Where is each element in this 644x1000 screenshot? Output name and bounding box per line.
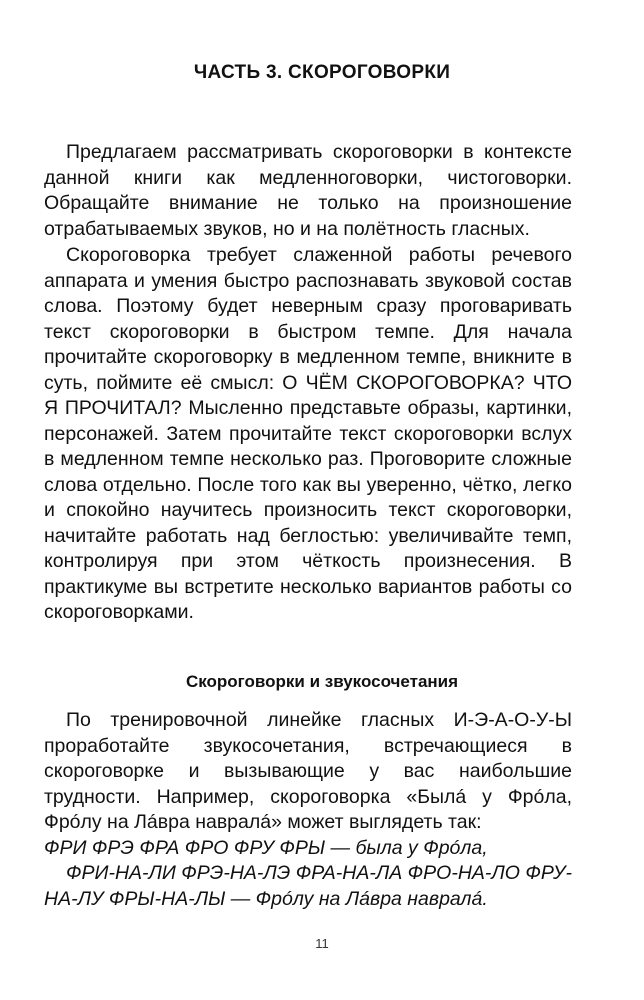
section-title: Скороговорки и звукосочетания: [185, 672, 459, 691]
exercise-text: [44, 708, 572, 912]
exercise-paragraph: По тренировочной линейке гласных И-Э-А-О-У-Ы проработайте звукосочетания, встречающиеся в скороговорке и вызывающие у вас наибольшие трудности. Например, скороговорка «Былá у Фрóла, Фрóлу на Лáвра навралá» может выглядеть так:: [44, 709, 572, 833]
part-title: ЧАСТЬ 3. СКОРОГОВОРКИ: [193, 62, 451, 83]
example-line-2: ФРИ-НА-ЛИ ФРЭ-НА-ЛЭ ФРА-НА-ЛА ФРО-НА-ЛО ФРУ-НА-ЛУ ФРЫ-НА-ЛЫ — Фрóлу на Лáвра навралá.: [44, 862, 572, 910]
page-number: 11: [315, 936, 329, 951]
intro-paragraph-1: Предлагаем рассматривать скороговорки в контексте данной книги как медленноговорки, чистоговорки. Обращайте внимание не только на произношение отрабатываемых звуков, но и на полётность гласных.: [44, 141, 572, 240]
intro-paragraph-2: Скороговорка требует слаженной работы речевого аппарата и умения быстро распознавать звуковой состав слова. Поэтому будет неверным сразу проговаривать текст скороговорки в быстром темпе. Для начала прочитайте скороговорку в медленном темпе, вникните в суть, поймите её смысл: О ЧЁМ СКОРОГОВОРКА? ЧТО Я ПРОЧИТАЛ? Мысленно представьте образы, картинки, персонажей. Затем прочитайте текст скороговорки вслух в медленном темпе несколько раз. Проговорите сложные слова отдельно. После того как вы уверенно, чётко, легко и спокойно научитесь произносить текст скороговорки, начитайте работать над беглостью: увеличивайте темп, контролируя при этом чёткость произнесения. В практикуме вы встретите несколько вариантов работы со скороговорками.: [44, 244, 572, 623]
intro-text: [44, 140, 572, 626]
example-line-1: ФРИ ФРЭ ФРА ФРО ФРУ ФРЫ — была у Фрóла,: [44, 836, 488, 859]
